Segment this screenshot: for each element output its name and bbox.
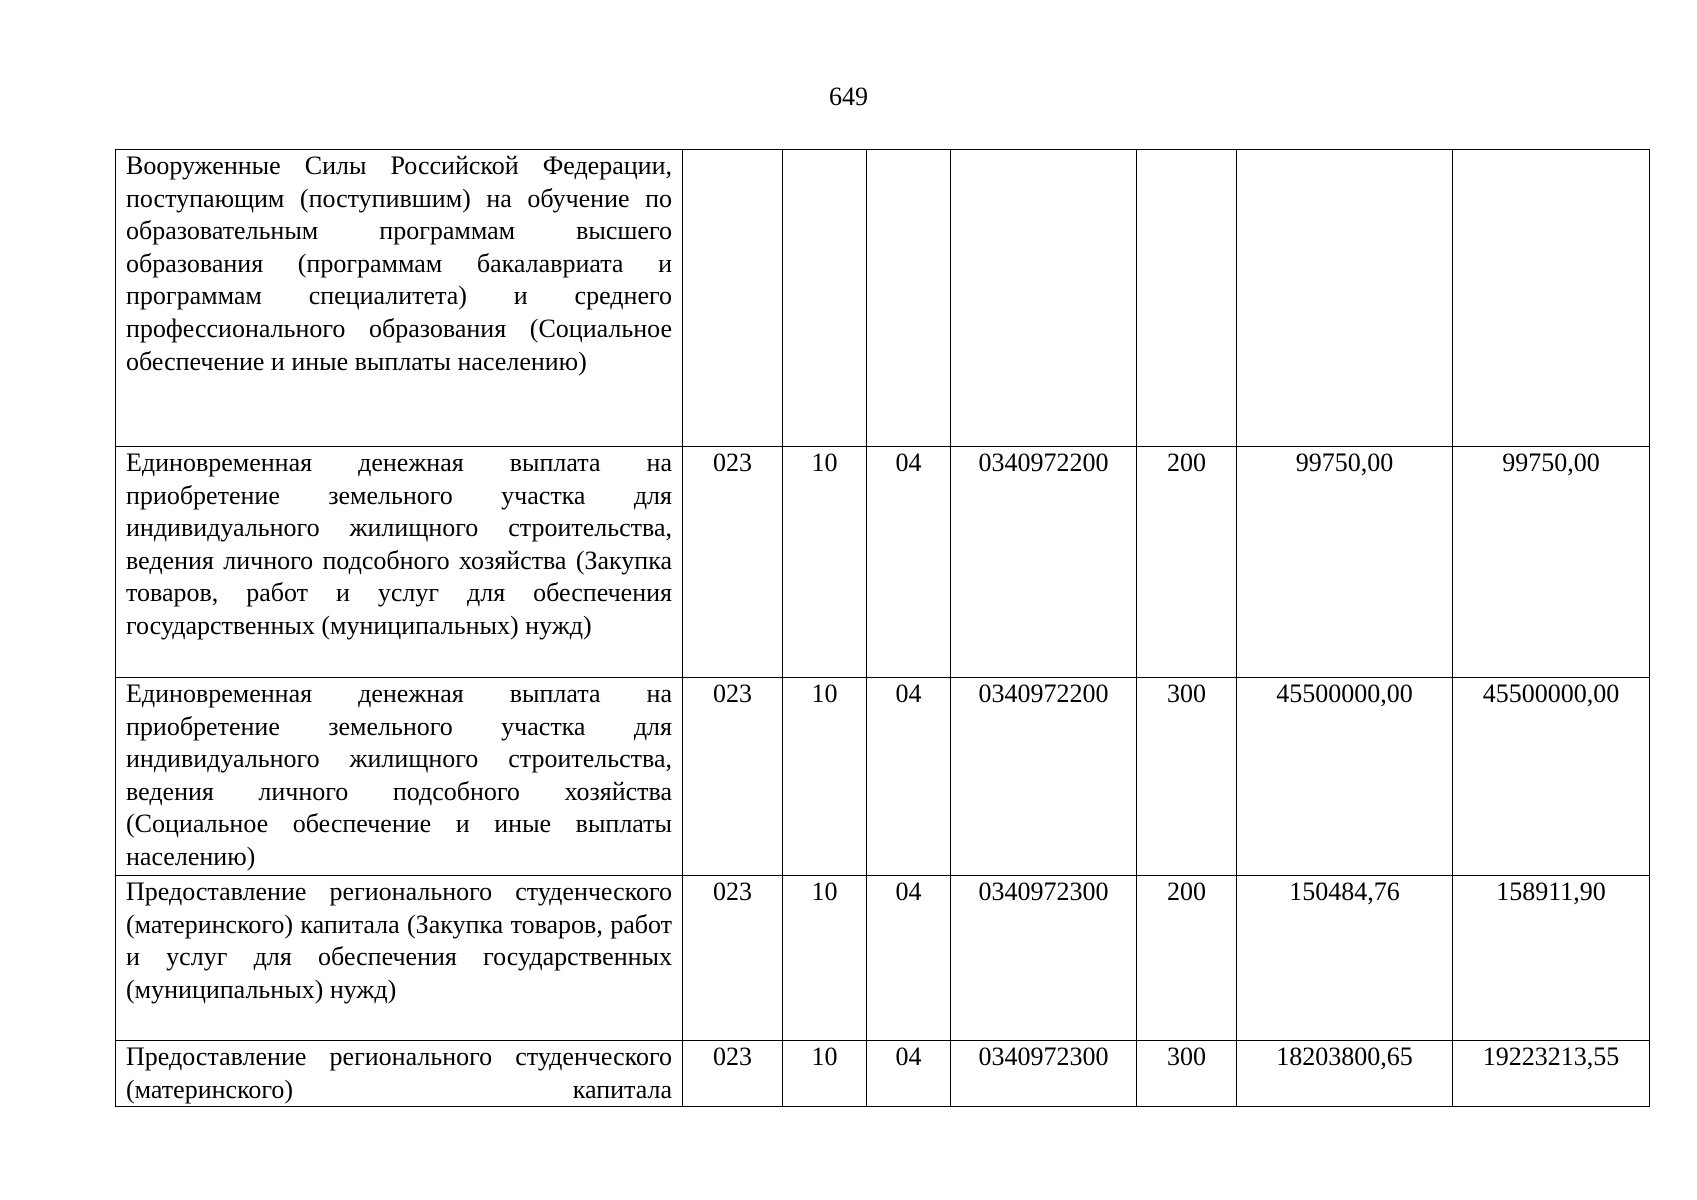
expense-type-code: 200 (1137, 876, 1237, 1041)
expense-type-code (1137, 150, 1237, 447)
section-code: 10 (783, 678, 867, 876)
ministry-code (683, 150, 783, 447)
section-code: 10 (783, 876, 867, 1041)
table-row (116, 876, 1650, 1041)
table-row (116, 447, 1650, 678)
target-article-code: 0340972300 (951, 876, 1137, 1041)
row-description: Предоставление регионального студенческого (материнского) капитала (Закупка товаров, работ и услуг для обеспечения государственных (муниципальных) нужд) (116, 876, 683, 1041)
subsection-code: 04 (867, 678, 951, 876)
target-article-code (951, 150, 1137, 447)
expense-type-code: 200 (1137, 447, 1237, 678)
section-code (783, 150, 867, 447)
subsection-code: 04 (867, 1041, 951, 1107)
amount-1 (1237, 150, 1453, 447)
amount-1: 18203800,65 (1237, 1041, 1453, 1107)
amount-1: 45500000,00 (1237, 678, 1453, 876)
ministry-code: 023 (683, 876, 783, 1041)
subsection-code (867, 150, 951, 447)
section-code: 10 (783, 447, 867, 678)
target-article-code: 0340972200 (951, 447, 1137, 678)
expense-type-code: 300 (1137, 1041, 1237, 1107)
table-row (116, 1041, 1650, 1107)
section-code: 10 (783, 1041, 867, 1107)
amount-2: 158911,90 (1453, 876, 1650, 1041)
row-description: Единовременная денежная выплата на приобретение земельного участка для индивидуального жилищного строительства, ведения личного подсобного хозяйства (Социальное обеспечение и иные выплаты населению) (116, 678, 683, 876)
target-article-code: 0340972300 (951, 1041, 1137, 1107)
amount-2: 99750,00 (1453, 447, 1650, 678)
expense-type-code: 300 (1137, 678, 1237, 876)
table-row (116, 150, 1650, 447)
row-description: Предоставление регионального студенческого (материнского) капитала (116, 1041, 683, 1107)
ministry-code: 023 (683, 447, 783, 678)
amount-2 (1453, 150, 1650, 447)
ministry-code: 023 (683, 678, 783, 876)
budget-table (115, 149, 1650, 1107)
amount-2: 19223213,55 (1453, 1041, 1650, 1107)
subsection-code: 04 (867, 876, 951, 1041)
subsection-code: 04 (867, 447, 951, 678)
row-description: Вооруженные Силы Российской Федерации, поступающим (поступившим) на обучение по образовательным программам высшего образования (программам бакалавриата и программам специалитета) и среднего профессионального образования (Социальное обеспечение и иные выплаты населению) (116, 150, 683, 447)
page-number: 649 (829, 82, 868, 111)
table-row (116, 678, 1650, 876)
amount-1: 150484,76 (1237, 876, 1453, 1041)
amount-2: 45500000,00 (1453, 678, 1650, 876)
target-article-code: 0340972200 (951, 678, 1137, 876)
row-description: Единовременная денежная выплата на приобретение земельного участка для индивидуального жилищного строительства, ведения личного подсобного хозяйства (Закупка товаров, работ и услуг для обеспечения государственных (муниципальных) нужд) (116, 447, 683, 678)
ministry-code: 023 (683, 1041, 783, 1107)
amount-1: 99750,00 (1237, 447, 1453, 678)
